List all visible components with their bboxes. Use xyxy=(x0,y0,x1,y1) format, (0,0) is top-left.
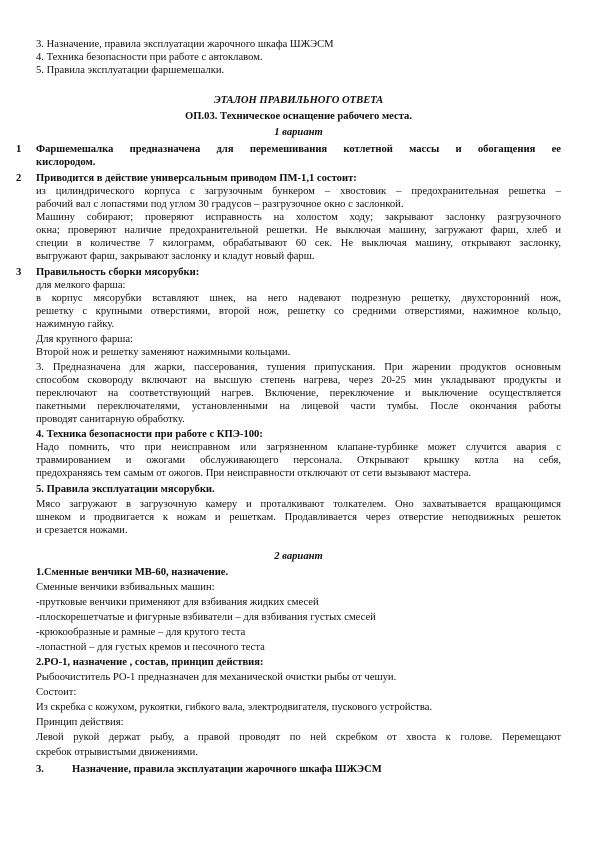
v1-q3-line: нажимную гайку. xyxy=(36,319,115,330)
v1-p5-line: и срезается ножами. xyxy=(36,525,128,536)
v2-s1-line: -прутковые венчики применяют для взбивания жидких смесей xyxy=(36,597,319,608)
v1-p4-title: 4. Техника безопасности при работе с КПЭ-100: xyxy=(36,429,263,440)
v1-q3-line: Второй нож и решетку заменяют нажимными кольцами. xyxy=(36,347,291,358)
v1-p4-line: травмированием и ожогами обслуживающего персонала. Открывают крышку котла на себя, xyxy=(36,455,561,466)
v2-s1-line: -лопастной – для густых кремов и песочного теста xyxy=(36,642,265,653)
v1-p3-line: пакетными переключателями, установленными на лицевой части тумбы. После окончания работы xyxy=(36,401,561,412)
v1-q2-line: из цилиндрического корпуса с загрузочным бункером – хвостовик – предохранительная решетка – xyxy=(36,186,561,197)
v1-q1-number: 1 xyxy=(16,144,22,155)
v1-p5-line: Мясо загружают в загрузочную камеру и проталкивают толкателем. Оно захватывается вращающимся xyxy=(36,499,561,510)
v1-q3-line: для мелкого фарша: xyxy=(36,280,126,291)
v1-p4-line: предохраняясь тем самым от ожогов. При неисправности отключают от сети вызывают мастера. xyxy=(36,468,472,479)
v1-p5-line: шнеком и продвигается к ножам и решеткам. Продавливается через отверстие неподвижных решеток xyxy=(36,512,561,523)
v1-q2-line: рабочий вал с лопастями под углом 30 градусов – разгрузочное окно с заслонкой. xyxy=(36,199,404,210)
v1-p4-line: Надо помнить, что при неисправном или загрязненном клапане-турбинке может случится авария с xyxy=(36,442,561,453)
v1-q2-line: окна; проверяют наличие предохранительной решетки. Не выключая машину, загружают фарш, хлеб и xyxy=(36,225,561,236)
v1-q2-title: Приводится в действие универсальным приводом ПМ-1,1 состоит: xyxy=(36,173,357,184)
v2-s2-title: 2.РО-1, назначение , состав, принцип действия: xyxy=(36,657,264,668)
v2-s2-line: Состоит: xyxy=(36,687,77,698)
v1-q2-number: 2 xyxy=(16,173,22,184)
v1-q3-title: Правильность сборки мясорубки: xyxy=(36,267,200,278)
v1-q1-line-2: кислородом. xyxy=(36,157,96,168)
v1-p3-line: переключают на соответствующий нагрев. Включение, переключение и выключение осуществляется xyxy=(36,388,561,399)
v1-q3-line: решетку с крупными отверстиями, второй нож, решетку со средними отверстиями, нажимное кольцо, xyxy=(36,306,561,317)
v2-s2-line: Принцип действия: xyxy=(36,717,124,728)
v2-s3-title: Назначение, правила эксплуатации жарочного шкафа ШЖЭСМ xyxy=(72,764,382,775)
v2-s1-line: -крюкообразные и рамные – для крутого теста xyxy=(36,627,246,638)
v2-s2-line: скребок отрывистыми движениями. xyxy=(36,747,198,758)
v2-s2-line: Из скребка с кожухом, рукоятки, гибкого вала, электродвигателя, пускового устройства. xyxy=(36,702,433,713)
top-list-item-3: 3. Назначение, правила эксплуатации жарочного шкафа ШЖЭСМ xyxy=(36,39,334,50)
v1-p3-line: 3. Предназначена для жарки, пассерования, тушения припускания. При жарении продуктов основным xyxy=(36,362,561,373)
v1-q3-number: 3 xyxy=(16,267,22,278)
v1-q2-line: Машину собирают; проверяют исправность на холостом ходу; закрывают заслонку разгрузочного xyxy=(36,212,561,223)
course-subtitle: ОП.03. Техническое оснащение рабочего места. xyxy=(185,111,412,122)
v2-s1-line: -плоскорешетчатые и фигурные взбиватели – для взбивания густых смесей xyxy=(36,612,376,623)
v1-p3-line: проводят санитарную обработку. xyxy=(36,414,185,425)
v1-q3-line: в корпус мясорубки вставляют шнек, на него надевают подрезную решетку, двухсторонний нож, xyxy=(36,293,561,304)
v2-s2-line: Рыбоочиститель РО-1 предназначен для механической очистки рыбы от чешуи. xyxy=(36,672,397,683)
v1-p3-line: способом сковороду включают на высшую степень нагрева, через 20-25 мин укладывают продукты и xyxy=(36,375,561,386)
v1-q3-line: Для крупного фарша: xyxy=(36,334,133,345)
v2-s1-line: Сменные венчики взбивальных машин: xyxy=(36,582,215,593)
v1-q2-line: выгружают фарш, закрывают заслонку и кладут новый фарш. xyxy=(36,251,315,262)
v1-q1-line-1: Фаршемешалка предназначена для перемешивания котлетной массы и обогащения ее xyxy=(36,144,561,155)
variant-1-heading: 1 вариант xyxy=(274,127,323,138)
v2-s3-number: 3. xyxy=(36,764,44,775)
top-list-item-5: 5. Правила эксплуатации фаршемешалки. xyxy=(36,65,225,76)
v1-p5-title: 5. Правила эксплуатации мясорубки. xyxy=(36,484,215,495)
v2-s1-title: 1.Сменные венчики МВ-60, назначение. xyxy=(36,567,229,578)
answer-key-title: ЭТАЛОН ПРАВИЛЬНОГО ОТВЕТА xyxy=(213,95,384,106)
v2-s2-line: Левой рукой держат рыбу, а правой проводят по ней скребком от хвоста к голове. Перемещают xyxy=(36,732,561,743)
variant-2-heading: 2 вариант xyxy=(274,551,323,562)
v1-q2-line: специи в количестве 7 килограмм, обрабатывают 60 сек. Не выключая машину, открывают заслонку, xyxy=(36,238,561,249)
top-list-item-4: 4. Техника безопасности при работе с автоклавом. xyxy=(36,52,263,63)
